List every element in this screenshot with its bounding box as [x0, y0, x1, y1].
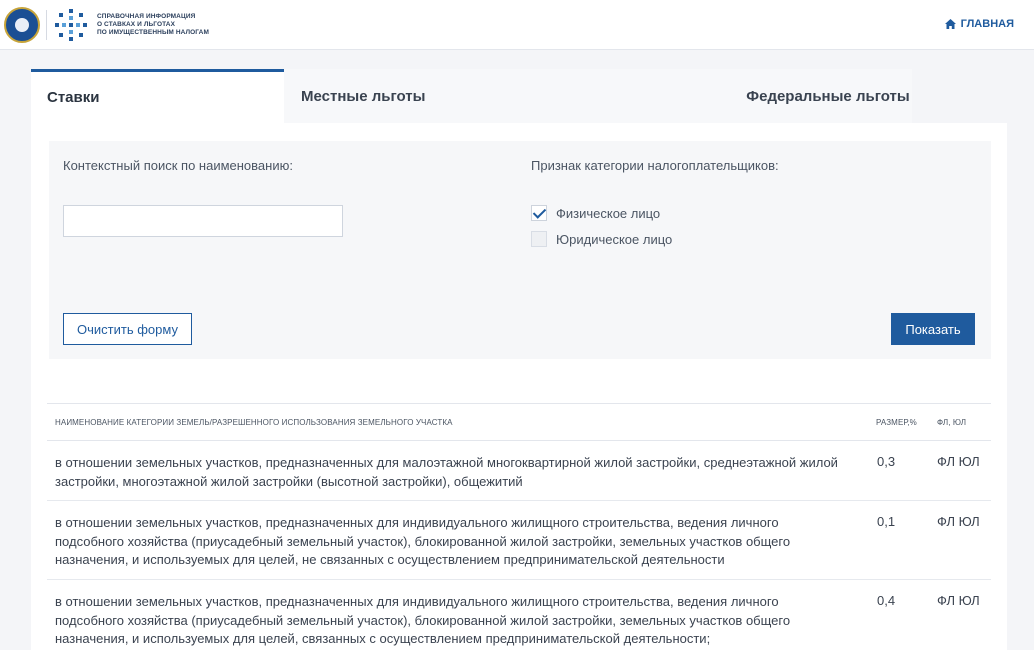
row-name: в отношении земельных участков, предназначенных для малоэтажной многоквартирной жилой застройки, среднеэтажной жилой застройки, многоэтажной жилой застройки (высотной застройки), общежитий: [55, 455, 838, 489]
row-name: в отношении земельных участков, предназначенных для индивидуального жилищного строительства, ведения личного подсобного хозяйства (приусадебный земельный участок), блокированной жилой застройки, земельных участков общего назначения, и используемых для целей, связанных с осуществлением предпринимательской деятельности;: [55, 594, 791, 646]
tab-bar: [31, 69, 1007, 123]
tab-federal-benefits[interactable]: Федеральные льготы: [744, 69, 912, 123]
table-row: [47, 501, 991, 580]
row-who: ФЛ ЮЛ: [937, 593, 980, 608]
clear-form-button[interactable]: Очистить форму: [63, 313, 192, 345]
brand-line-3: ПО ИМУЩЕСТВЕННЫМ НАЛОГАМ: [97, 29, 209, 36]
filter-panel: [49, 141, 991, 359]
tab-local-benefits[interactable]: Местные льготы: [284, 69, 744, 123]
row-size: 0,4: [877, 593, 896, 608]
category-label: Признак категории налогоплательщиков:: [531, 158, 779, 173]
row-who: ФЛ ЮЛ: [937, 514, 980, 529]
row-name: в отношении земельных участков, предназначенных для индивидуального жилищного строительства, ведения личного подсобного хозяйства (приусадебный земельный участок), блокированной жилой застройки, земельных участков общего назначения, и используемых для целей, не связанных с осуществлением предпринимательской деятельности: [55, 515, 791, 567]
snowflake-logo-icon[interactable]: [54, 8, 88, 42]
main-card: [31, 69, 1007, 650]
column-header-who[interactable]: ФЛ, ЮЛ: [937, 418, 967, 427]
header-divider: [46, 10, 47, 40]
fns-emblem-icon[interactable]: [4, 7, 40, 43]
site-brand-title[interactable]: [97, 13, 209, 37]
column-header-name[interactable]: НАИМЕНОВАНИЕ КАТЕГОРИИ ЗЕМЕЛЬ/РАЗРЕШЕННОГО ИСПОЛЬЗОВАНИЯ ЗЕМЕЛЬНОГО УЧАСТКА: [55, 418, 453, 427]
tab-rates[interactable]: Ставки: [31, 69, 284, 123]
legal-entity-checkbox[interactable]: [531, 231, 547, 247]
option-individual[interactable]: [531, 205, 660, 221]
table-row: [47, 580, 991, 650]
legal-entity-label: Юридическое лицо: [556, 231, 673, 247]
brand-line-2: О СТАВКАХ И ЛЬГОТАХ: [97, 21, 176, 28]
home-link[interactable]: [945, 18, 1014, 30]
home-link-label: ГЛАВНАЯ: [960, 18, 1014, 30]
column-header-size[interactable]: РАЗМЕР,%: [876, 418, 917, 427]
individual-checkbox[interactable]: [531, 205, 547, 221]
rates-table: [47, 403, 991, 650]
table-row: [47, 441, 991, 501]
individual-label: Физическое лицо: [556, 205, 661, 221]
row-size: 0,3: [877, 454, 896, 469]
row-size: 0,1: [877, 514, 896, 529]
brand-line-1: СПРАВОЧНАЯ ИНФОРМАЦИЯ: [97, 13, 196, 20]
site-header: [0, 0, 1034, 50]
home-icon: [945, 19, 956, 29]
option-legal-entity[interactable]: [531, 231, 672, 247]
row-who: ФЛ ЮЛ: [937, 454, 980, 469]
table-header: [47, 403, 991, 441]
show-button[interactable]: Показать: [891, 313, 975, 345]
search-label: Контекстный поиск по наименованию:: [63, 158, 293, 173]
search-input[interactable]: [63, 205, 343, 237]
